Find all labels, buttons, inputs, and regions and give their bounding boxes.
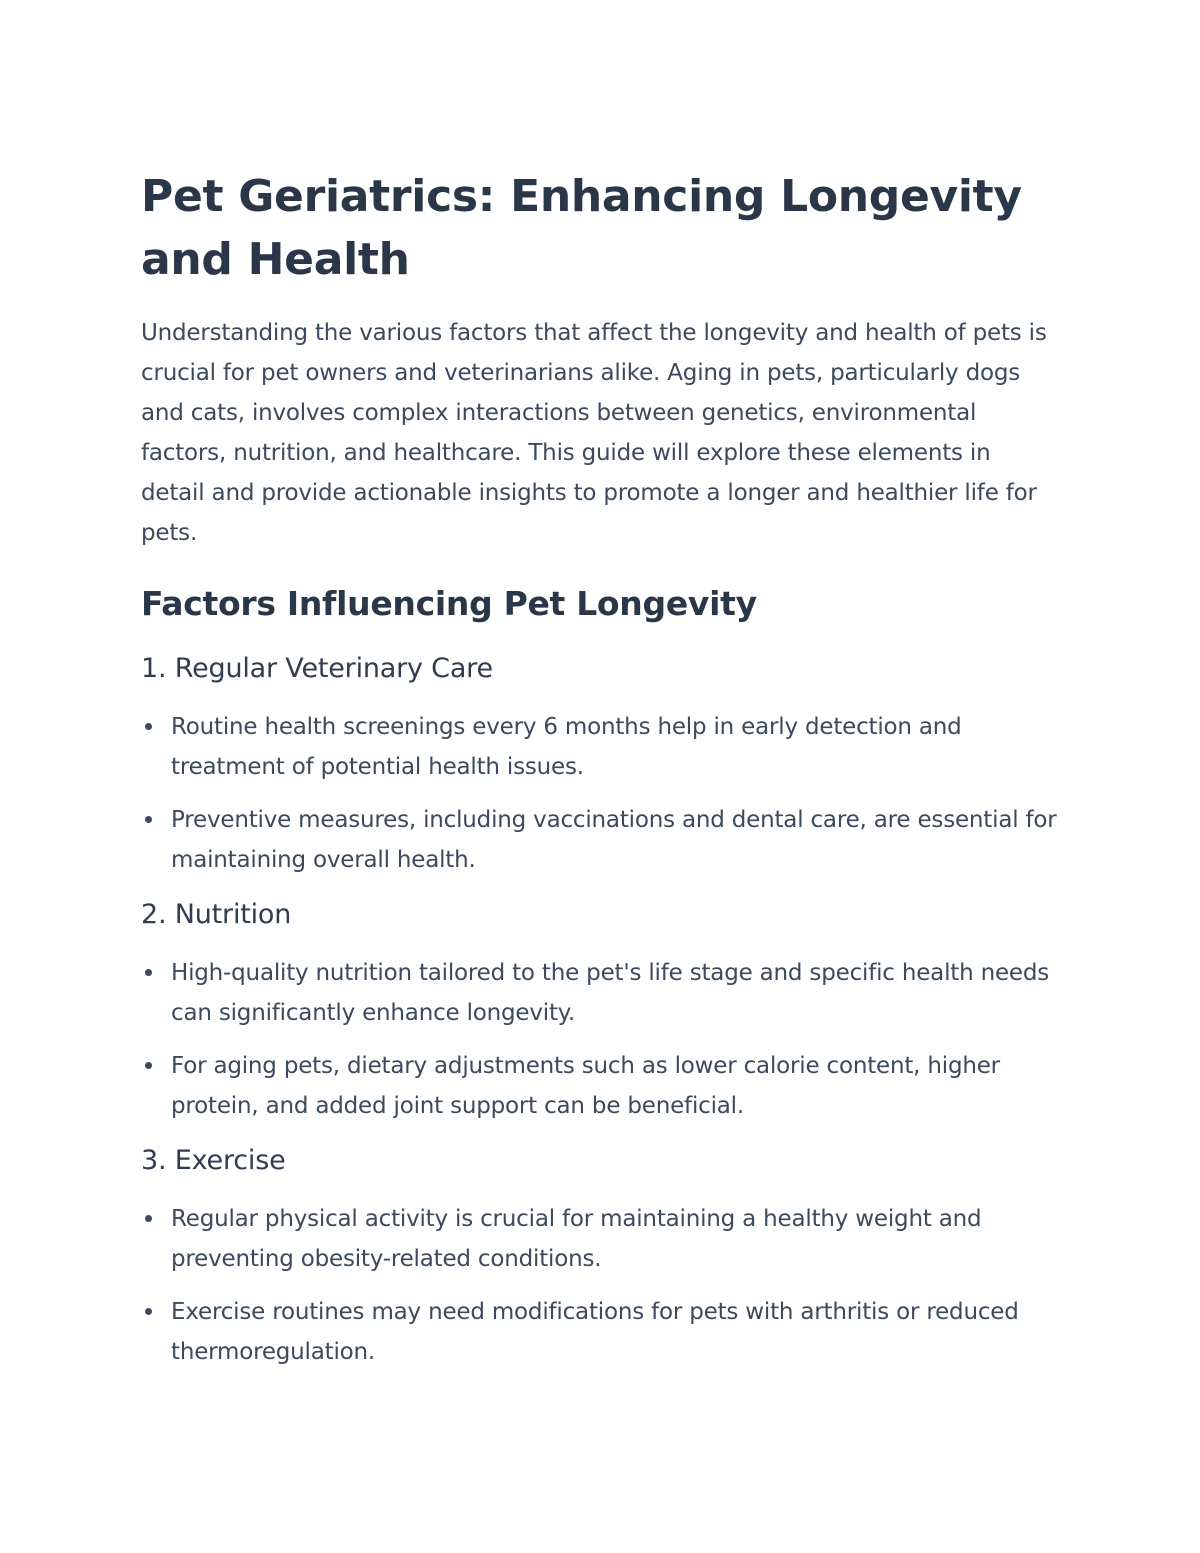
section-veterinary-care [141, 649, 1061, 880]
list-item-text: For aging pets, dietary adjustments such as lower calorie content, higher protein, and added joint support can be beneficial. [171, 1053, 1000, 1119]
list-item [141, 1199, 1061, 1279]
bullet-list [141, 707, 1061, 880]
section-heading: Factors Influencing Pet Longevity [141, 584, 757, 623]
list-item [141, 800, 1061, 880]
bullet-icon [145, 1308, 152, 1315]
bullet-list [141, 1199, 1061, 1372]
section-nutrition [141, 895, 1061, 1126]
document-page [141, 165, 1061, 1372]
list-item [141, 1292, 1061, 1372]
list-item-text: Routine health screenings every 6 months help in early detection and treatment of potential health issues. [171, 714, 962, 780]
bullet-list [141, 953, 1061, 1126]
list-item [141, 707, 1061, 787]
list-item-text: Exercise routines may need modifications for pets with arthritis or reduced thermoregulation. [171, 1299, 1019, 1365]
bullet-icon [145, 723, 152, 730]
list-item [141, 1046, 1061, 1126]
list-item-text: High-quality nutrition tailored to the pet's life stage and specific health needs can significantly enhance longevity. [171, 960, 1050, 1026]
subsection-title: 3. Exercise [141, 1145, 286, 1176]
bullet-icon [145, 1215, 152, 1222]
document-title: Pet Geriatrics: Enhancing Longevity and Health [141, 171, 1022, 285]
list-item-text: Regular physical activity is crucial for maintaining a healthy weight and preventing obesity-related conditions. [171, 1206, 982, 1272]
bullet-icon [145, 1062, 152, 1069]
list-item-text: Preventive measures, including vaccinations and dental care, are essential for maintaining overall health. [171, 807, 1057, 873]
subsection-title: 1. Regular Veterinary Care [141, 653, 493, 684]
list-item [141, 953, 1061, 1033]
subsection-title: 2. Nutrition [141, 899, 292, 930]
bullet-icon [145, 969, 152, 976]
intro-paragraph: Understanding the various factors that affect the longevity and health of pets is crucial for pet owners and veterinarians alike. Aging in pets, particularly dogs and cats, involves complex interactions between genetics, environmental factors, nutrition, and healthcare. This guide will explore these elements in detail and provide actionable insights to promote a longer and healthier life for pets. [141, 320, 1047, 546]
bullet-icon [145, 816, 152, 823]
section-exercise [141, 1141, 1061, 1372]
